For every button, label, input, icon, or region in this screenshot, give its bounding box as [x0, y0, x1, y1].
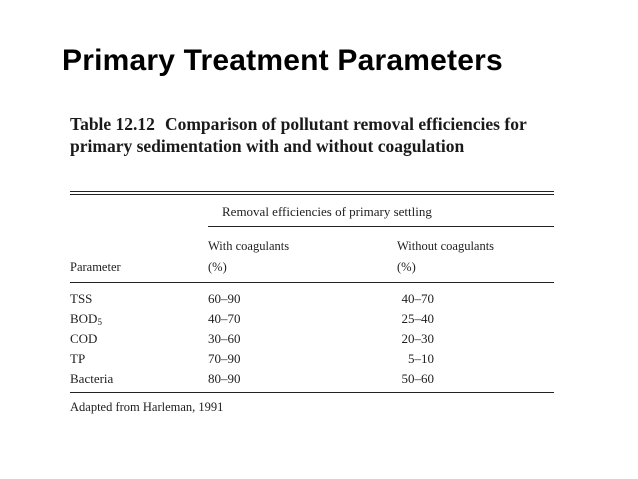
row-with-value: 40–70 — [208, 311, 241, 326]
row-with-value: 70–90 — [208, 351, 241, 366]
row-parameter: TSS — [70, 291, 93, 306]
row-parameter: TP — [70, 351, 86, 366]
row-parameter: Bacteria — [70, 371, 114, 386]
table-top-rule — [70, 191, 554, 192]
slide-title: Primary Treatment Parameters — [62, 44, 503, 77]
table-top-rule-double — [70, 194, 554, 195]
header-bottom-rule — [70, 282, 554, 283]
table-bottom-rule — [70, 392, 554, 393]
column-header-without-line1: Without coagulants — [397, 239, 495, 253]
group-header: Removal efficiencies of primary settling — [222, 204, 432, 219]
table-caption — [70, 113, 560, 157]
column-header-without-line2: (%) — [397, 260, 416, 274]
column-header-with-line2: (%) — [208, 260, 227, 274]
table-caption-text: Comparison of pollutant removal efficiencies for primary sedimentation with and without coagulation — [70, 114, 527, 156]
column-header-parameter: Parameter — [70, 260, 121, 274]
row-with-value: 30–60 — [208, 331, 241, 346]
row-without-value: 25–40 — [401, 311, 434, 326]
row-without-value: 40–70 — [401, 291, 434, 306]
group-header-rule — [208, 226, 554, 227]
row-without-value: 20–30 — [401, 331, 434, 346]
table-number: Table 12.12 — [70, 114, 155, 134]
row-without-value: 50–60 — [401, 371, 434, 386]
table-footnote: Adapted from Harleman, 1991 — [70, 400, 224, 414]
row-without-value: 5–10 — [408, 351, 434, 366]
row-with-value: 80–90 — [208, 371, 241, 386]
row-parameter: $BOD_5$ — [70, 311, 102, 327]
row-parameter: COD — [70, 331, 98, 346]
column-header-with-line1: With coagulants — [208, 239, 290, 253]
row-with-value: 60–90 — [208, 291, 241, 306]
